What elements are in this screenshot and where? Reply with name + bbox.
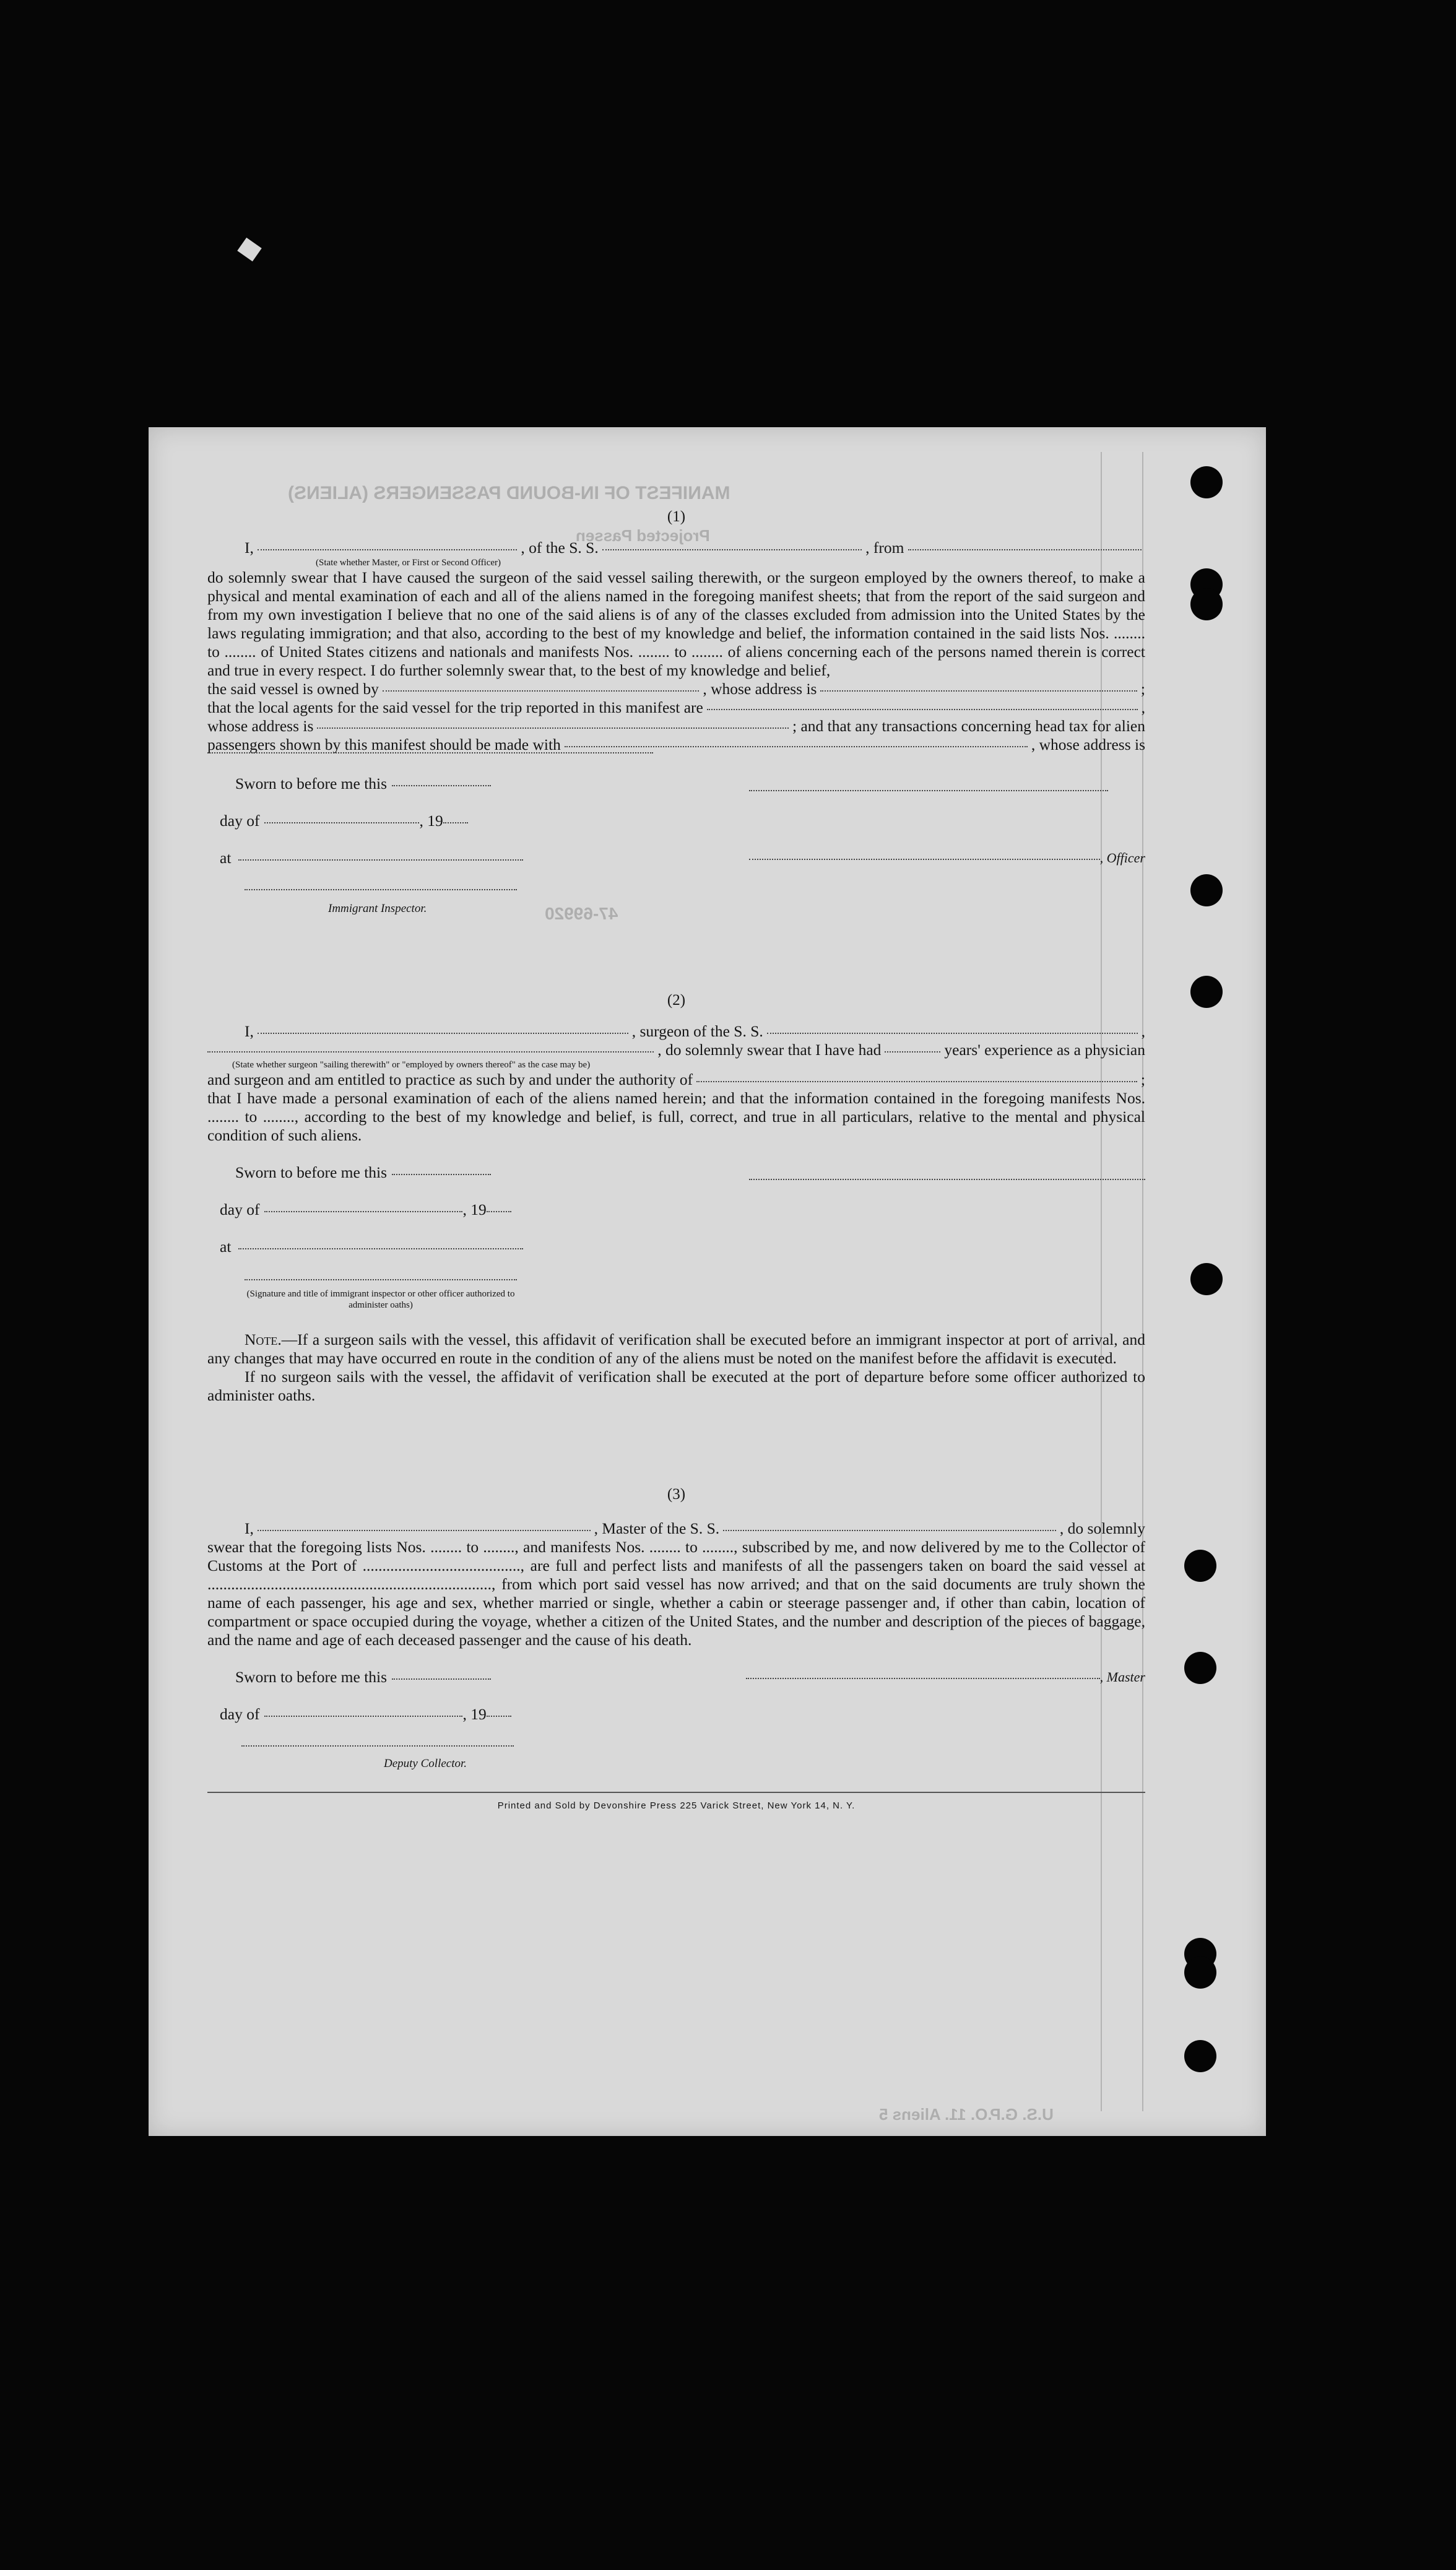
bleed-stamp: 47-69920 xyxy=(545,904,618,923)
section-1-opening: I, , of the S. S. , from xyxy=(207,539,1145,557)
blank-field[interactable] xyxy=(238,859,523,861)
section-1-owned-by: the said vessel is owned by , whose address is ; xyxy=(207,680,1145,698)
bleed-header: MANIFEST OF IN-BOUND PASSENGERS (ALIENS) xyxy=(288,483,730,503)
section-2-note2: If no surgeon sails with the vessel, the affidavit of verification shall be executed at the port of departure before some officer authorized to administer oaths. xyxy=(207,1368,1145,1404)
blank-field[interactable] xyxy=(885,1051,940,1053)
blank-field[interactable] xyxy=(565,745,1028,747)
signature-line[interactable] xyxy=(245,1278,517,1280)
blank-field[interactable] xyxy=(383,690,699,692)
blank-field[interactable] xyxy=(258,1032,628,1034)
signature-line[interactable] xyxy=(241,1745,514,1747)
section-1-passengers: passengers shown by this manifest should be made with , whose address is xyxy=(207,736,1145,753)
punch-hole xyxy=(1184,1550,1216,1582)
section-1-whose-address: whose address is ; and that any transactions concerning head tax for alien xyxy=(207,717,1145,735)
blank-field[interactable] xyxy=(767,1032,1138,1034)
punch-hole xyxy=(1184,2040,1216,2072)
punch-hole xyxy=(1190,588,1223,620)
scan-speck xyxy=(237,238,261,262)
punch-hole xyxy=(1190,976,1223,1008)
blank-field[interactable] xyxy=(908,549,1142,550)
signature-line[interactable] xyxy=(746,1677,1100,1679)
affidavit-content xyxy=(207,508,1145,1815)
blank-field[interactable] xyxy=(207,1051,654,1053)
section-2-note: Note.—If a surgeon sails with the vessel, this affidavit of verification shall be executed before an immigrant inspector at port of arrival, and any changes that may have occurred en route in the condition of any of the aliens must be noted on the manifest before the affidavit is executed. xyxy=(207,1331,1145,1367)
blank-field[interactable] xyxy=(258,549,517,550)
blank-field[interactable] xyxy=(392,1173,491,1175)
section-1-caption: (State whether Master, or First or Second Officer) xyxy=(316,558,501,568)
signature-line[interactable] xyxy=(749,789,1108,791)
collector-caption: Deputy Collector. xyxy=(384,1757,467,1770)
section-2-number: (2) xyxy=(667,992,686,1009)
section-2-line2: , do solemnly swear that I have had years' experience as a physician xyxy=(207,1041,1145,1059)
section-3-number: (3) xyxy=(667,1486,686,1503)
section-3-jurat: Sworn to before me this , Master day of , 19 Deputy Collector. xyxy=(207,1662,1145,1779)
section-2-jurat: Sworn to before me this day of , 19 at (Signature and title of immigrant inspector or other officer authorized to administer oaths) xyxy=(207,1157,1145,1331)
section-1-jurat: Sworn to before me this day of , 19 at , Officer Immigrant Inspector. xyxy=(207,768,1145,948)
blank-field[interactable] xyxy=(487,1715,511,1717)
blank-field[interactable] xyxy=(487,1210,511,1212)
blank-field[interactable] xyxy=(317,727,789,729)
blank-field[interactable] xyxy=(392,1678,491,1680)
section-1-agents: that the local agents for the said vessel for the trip reported in this manifest are , xyxy=(207,698,1145,716)
blank-field[interactable] xyxy=(258,1529,591,1531)
punch-hole xyxy=(1184,1956,1216,1989)
punch-hole xyxy=(1190,466,1223,498)
blank-field[interactable] xyxy=(820,690,1137,692)
blank-field[interactable] xyxy=(264,822,419,823)
blank-field[interactable] xyxy=(264,1210,462,1212)
signature-line[interactable] xyxy=(749,1178,1145,1180)
blank-field[interactable] xyxy=(207,752,653,753)
signature-line[interactable] xyxy=(245,888,517,890)
blank-field[interactable] xyxy=(696,1080,1137,1082)
bleed-subheader: Projected Passen xyxy=(576,526,710,545)
bleed-footer: U.S. G.P.O. 11. Aliens 5 xyxy=(879,2105,1054,2124)
section-2-line1: I, , surgeon of the S. S. , xyxy=(245,1022,1145,1040)
section-2-line3: and surgeon and am entitled to practice as such by and under the authority of ; xyxy=(207,1070,1145,1088)
signature-caption: (Signature and title of immigrant inspector or other officer authorized to administer oaths) xyxy=(246,1289,515,1310)
blank-field[interactable] xyxy=(723,1529,1056,1531)
section-1-number: (1) xyxy=(667,508,686,525)
punch-hole xyxy=(1190,874,1223,906)
section-1-body: do solemnly swear that I have caused the surgeon of the said vessel sailing therewith, or the surgeon employed by the owners thereof, to make a physical and mental examination of each and all of the aliens named in the foregoing manifest sheets; that from the report of the said surgeon and from my own investigation I believe that no one of the said aliens is of any of the classes excluded from admission into the United States by the laws regulating immigration; and that also, according to the best of my knowledge and belief, the information contained in the said lists Nos. ........ to ........ of United States citizens and nationals and manifests Nos. ........ to ........ of aliens concerning each of the persons named therein is correct and true in every respect. I do further solemnly swear that, to the best of my knowledge and belief, xyxy=(207,568,1145,679)
section-2-body: that I have made a personal examination of each of the aliens named herein; and that the information contained in the foregoing manifests Nos. ........ to ........, according to the best of my knowledge and belief, is full, correct, and true in all particulars, relative to the mental and physical condition of such aliens. xyxy=(207,1089,1145,1144)
blank-field[interactable] xyxy=(392,784,491,786)
blank-field[interactable] xyxy=(602,549,862,550)
blank-field[interactable] xyxy=(238,1248,523,1249)
blank-field[interactable] xyxy=(264,1715,462,1717)
section-2-caption: (State whether surgeon "sailing therewith" or "employed by owners thereof" as the case may be) xyxy=(232,1060,591,1070)
punch-hole xyxy=(1190,1263,1223,1295)
section-1-address-line xyxy=(207,754,1145,756)
signature-line[interactable] xyxy=(749,858,1100,860)
section-3-body: swear that the foregoing lists Nos. ........ to ........, and manifests Nos. ........ to ........, subscribed by me, and now delivered by me to the Collector of Customs at the Port of ........................................, are full and perfect lists and manifests of all the passengers taken on board the said vessel at ........................................................................, from which port said vessel has now arrived; and that on the said documents are truly shown the name of each passenger, his age and sex, whether married or single, whether a cabin or steerage passenger and, if other than cabin, location of compartment or space occupied during the voyage, whether a citizen of the United States, and the number and description of the pieces of baggage, and the name and age of each deceased passenger and the cause of his death. xyxy=(207,1538,1145,1649)
section-3-line1: I, , Master of the S. S. , do solemnly xyxy=(245,1519,1146,1537)
footer-rule xyxy=(207,1792,1145,1793)
blank-field[interactable] xyxy=(707,708,1138,710)
inspector-caption: Immigrant Inspector. xyxy=(328,902,427,915)
punch-hole xyxy=(1184,1652,1216,1684)
blank-field[interactable] xyxy=(443,822,468,823)
printer-imprint: Printed and Sold by Devonshire Press 225 Varick Street, New York 14, N. Y. xyxy=(497,1800,856,1811)
